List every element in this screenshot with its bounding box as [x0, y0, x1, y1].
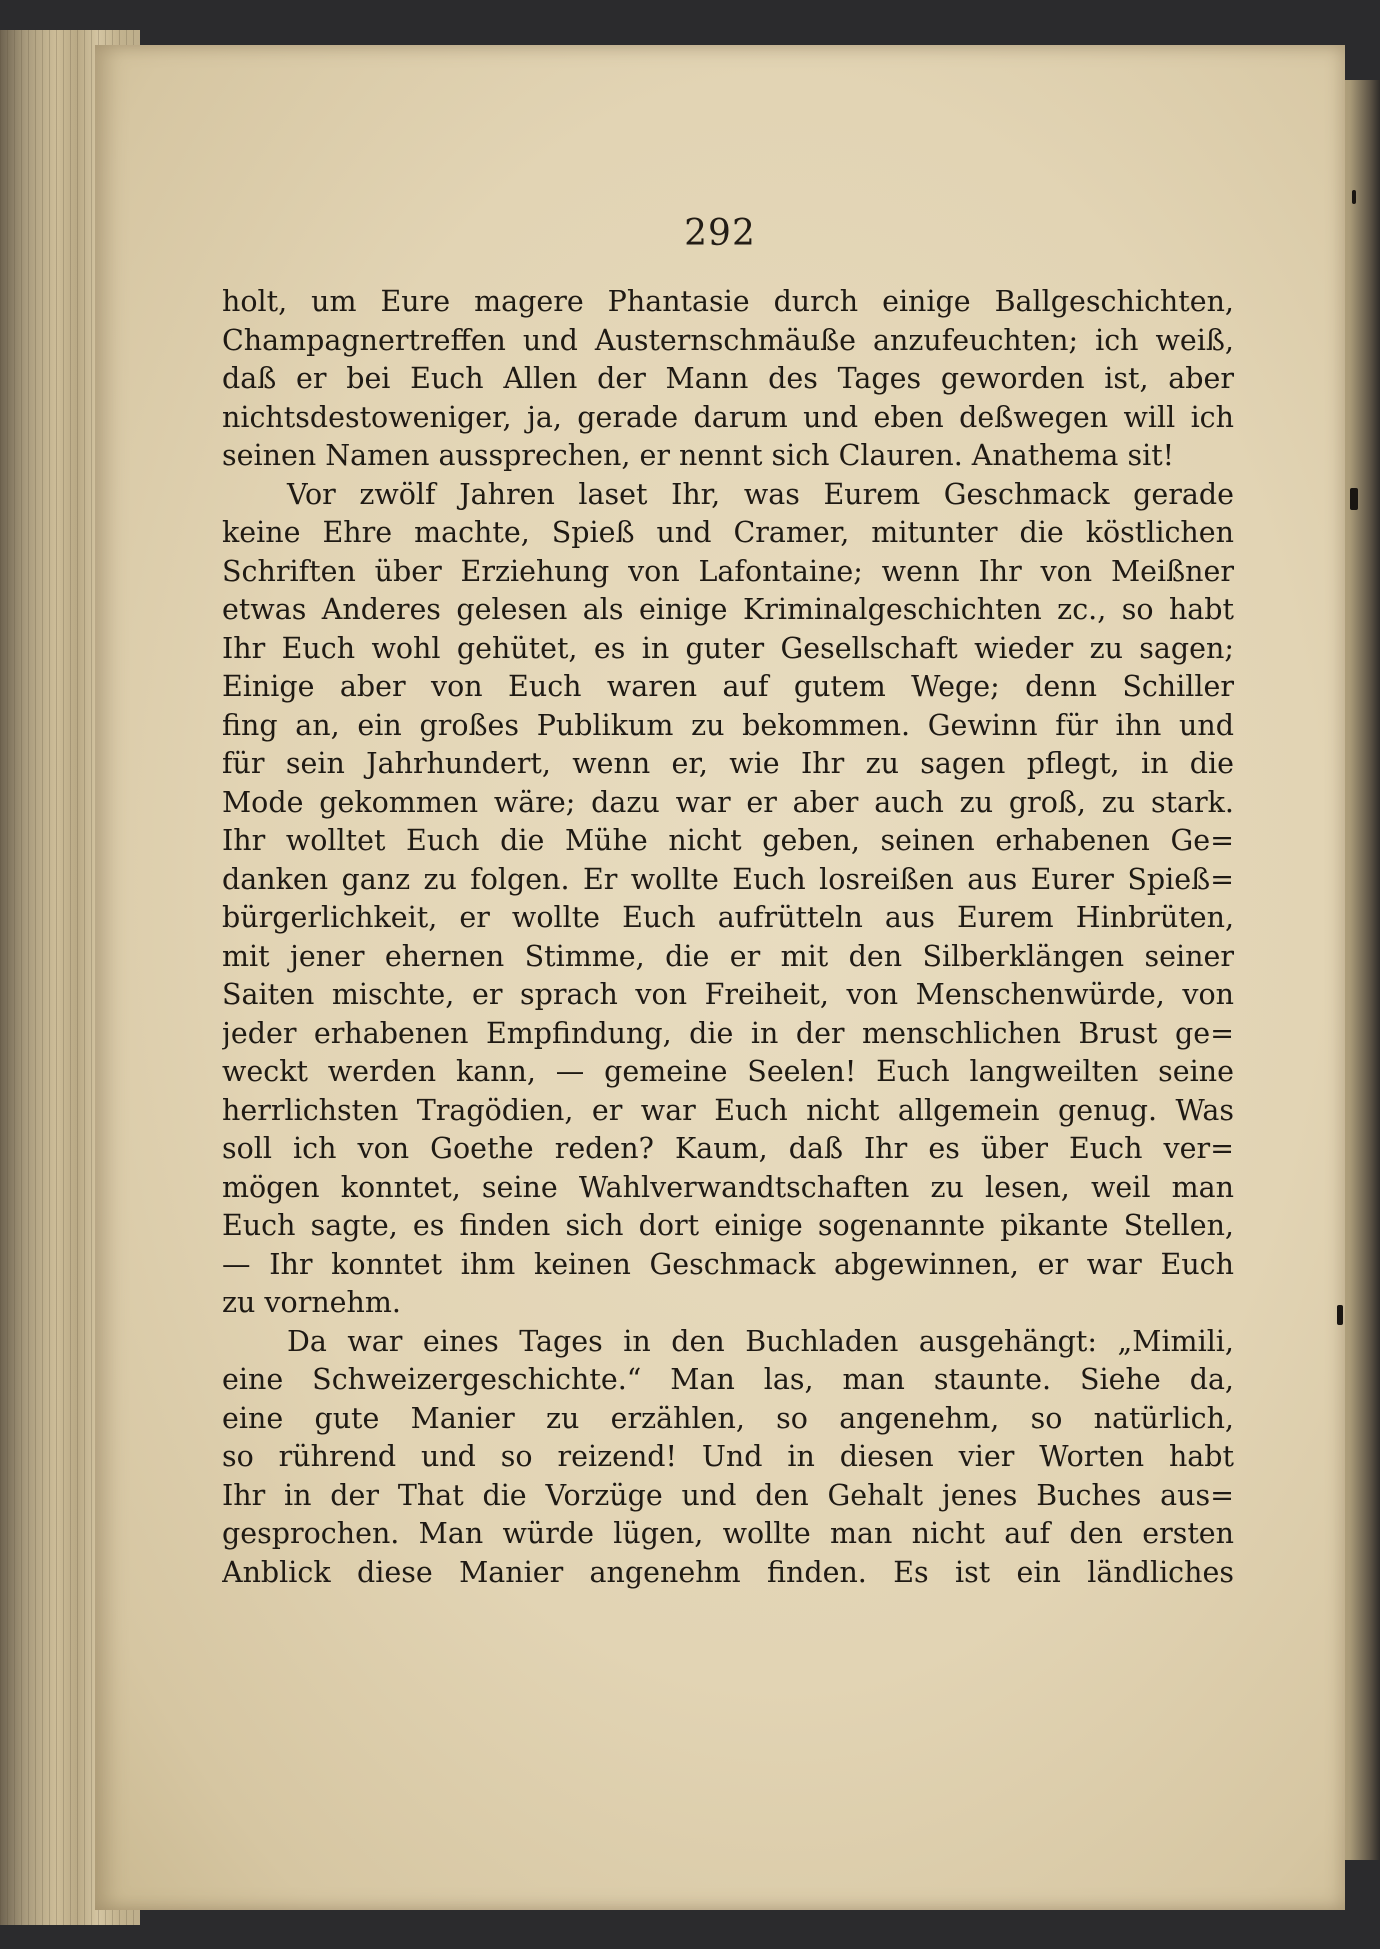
- text-line: keine Ehre machte, Spieß und Cramer, mitunter die köstlichen: [222, 516, 1234, 549]
- text-line: danken ganz zu folgen. Er wollte Euch losreißen aus Eurer Spieß=: [222, 862, 1234, 896]
- text-line: Euch sagte, es finden sich dort einige sogenannte pikante Stellen,: [222, 1209, 1234, 1242]
- text-line: Ihr in der That die Vorzüge und den Gehalt jenes Buches aus=: [222, 1478, 1234, 1512]
- text-line: weckt werden kann, — gemeine Seelen! Euch langweilten seine: [222, 1055, 1234, 1088]
- text-line: Da war eines Tages in den Buchladen ausgehängt: „Mimili,: [287, 1324, 1234, 1358]
- text-line: für sein Jahrhundert, wenn er, wie Ihr zu sagen pflegt, in die: [222, 747, 1234, 780]
- text-line: jeder erhabenen Empfindung, die in der menschlichen Brust ge=: [222, 1016, 1234, 1050]
- text-line: Anblick diese Manier angenehm finden. Es ist ein ländliches: [222, 1555, 1234, 1589]
- text-line: herrlichsten Tragödien, er war Euch nicht allgemein genug. Was: [222, 1093, 1234, 1127]
- text-line: Einige aber von Euch waren auf gutem Wege; denn Schiller: [222, 670, 1234, 703]
- page-number: 292: [684, 213, 756, 254]
- text-line: Ihr Euch wohl gehütet, es in guter Gesellschaft wieder zu sagen;: [222, 631, 1234, 665]
- text-line: holt, um Eure magere Phantasie durch einige Ballgeschichten,: [222, 285, 1234, 318]
- margin-mark: [1352, 190, 1356, 204]
- text-line: nichtsdestoweniger, ja, gerade darum und eben deßwegen will ich: [222, 400, 1234, 434]
- margin-mark: [1350, 488, 1358, 510]
- text-line: zu vornehm.: [222, 1286, 401, 1319]
- text-line: bürgerlichkeit, er wollte Euch aufrütteln aus Eurem Hinbrüten,: [222, 901, 1234, 934]
- text-line: gesprochen. Man würde lügen, wollte man nicht auf den ersten: [222, 1517, 1234, 1550]
- text-line: eine Schweizergeschichte.“ Man las, man staunte. Siehe da,: [222, 1363, 1234, 1396]
- text-line: Mode gekommen wäre; dazu war er aber auch zu groß, zu stark.: [222, 785, 1234, 819]
- text-line: Saiten mischte, er sprach von Freiheit, von Menschenwürde, von: [222, 978, 1234, 1011]
- text-line: Champagnertreffen und Austernschmäuße anzufeuchten; ich weiß,: [222, 323, 1234, 357]
- text-line: eine gute Manier zu erzählen, so angenehm, so natürlich,: [222, 1401, 1234, 1435]
- text-line: mit jener ehernen Stimme, die er mit den Silberklängen seiner: [222, 939, 1234, 973]
- text-line: Schriften über Erziehung von Lafontaine; wenn Ihr von Meißner: [222, 554, 1234, 588]
- text-line: mögen konntet, seine Wahlverwandtschaften zu lesen, weil man: [222, 1170, 1234, 1204]
- text-line: seinen Namen aussprechen, er nennt sich Clauren. Anathema sit!: [222, 439, 1175, 472]
- text-line: so rührend und so reizend! Und in diesen vier Worten habt: [222, 1440, 1234, 1473]
- text-line: Ihr wolltet Euch die Mühe nicht geben, seinen erhabenen Ge=: [222, 824, 1234, 857]
- text-line: daß er bei Euch Allen der Mann des Tages geworden ist, aber: [222, 362, 1234, 395]
- body-text: [222, 283, 1234, 1592]
- margin-mark: [1337, 1305, 1343, 1325]
- text-line: etwas Anderes gelesen als einige Kriminalgeschichten zc., so habt: [222, 593, 1234, 626]
- text-line: Vor zwölf Jahren laset Ihr, was Eurem Geschmack gerade: [287, 477, 1234, 511]
- text-line: fing an, ein großes Publikum zu bekommen. Gewinn für ihn und: [222, 708, 1234, 742]
- text-line: soll ich von Goethe reden? Kaum, daß Ihr es über Euch ver=: [222, 1132, 1234, 1165]
- text-line: — Ihr konntet ihm keinen Geschmack abgewinnen, er war Euch: [222, 1247, 1234, 1281]
